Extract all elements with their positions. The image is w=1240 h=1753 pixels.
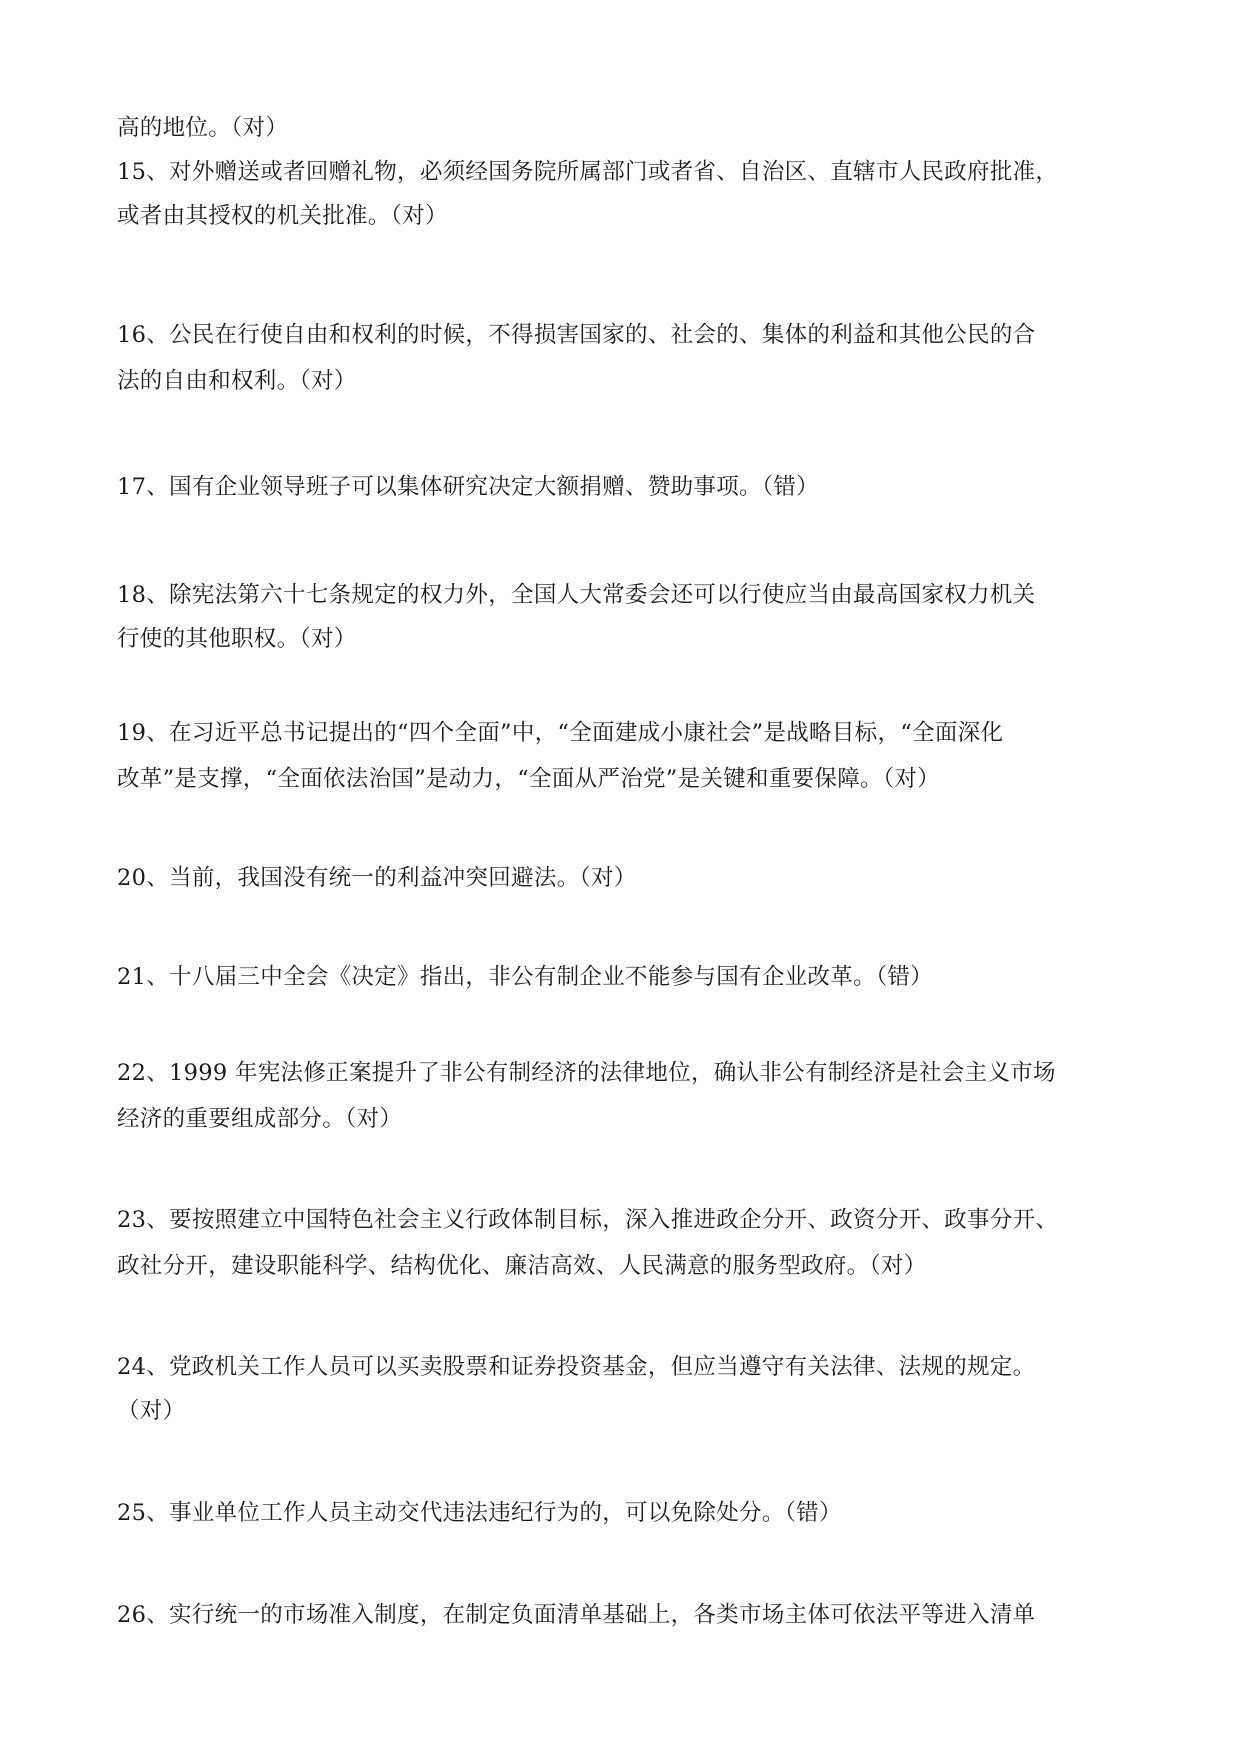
item-25-line-1: 25、事业单位工作人员主动交代违法违纪行为的，可以免除处分。（错） (117, 1500, 842, 1526)
item-17-line-1: 17、国有企业领导班子可以集体研究决定大额捐赠、赞助事项。（错） (117, 474, 819, 500)
item-23-line-2: 政社分开，建设职能科学、结构优化、廉洁高效、人民满意的服务型政府。（对） (117, 1253, 927, 1279)
item-16-line-2: 法的自由和权利。（对） (117, 368, 357, 394)
item-19-line-1: 19、在习近平总书记提出的“四个全面”中，“全面建成小康社会”是战略目标，“全面深化 (117, 720, 1004, 746)
item-22-line-2: 经济的重要组成部分。（对） (117, 1106, 403, 1132)
item-18-line-1: 18、除宪法第六十七条规定的权力外，全国人大常委会还可以行使应当由最高国家权力机关 (117, 582, 1036, 608)
item-23-line-1: 23、要按照建立中国特色社会主义行政体制目标，深入推进政企分开、政资分开、政事分开、 (117, 1207, 1059, 1233)
item-16-line-1: 16、公民在行使自由和权利的时候，不得损害国家的、社会的、集体的利益和其他公民的合 (117, 322, 1036, 348)
item-26-line-1: 26、实行统一的市场准入制度，在制定负面清单基础上，各类市场主体可依法平等进入清单 (117, 1602, 1036, 1628)
text-line: 高的地位。（对） (117, 115, 289, 141)
item-19-line-2: 改革”是支撑，“全面依法治国”是动力，“全面从严治党”是关键和重要保障。（对） (117, 766, 940, 792)
item-18-line-2: 行使的其他职权。（对） (117, 626, 357, 652)
item-24-line-1: 24、党政机关工作人员可以买卖股票和证券投资基金，但应当遵守有关法律、法规的规定。 (117, 1354, 1036, 1380)
item-20-line-1: 20、当前，我国没有统一的利益冲突回避法。（对） (117, 865, 637, 891)
item-21-line-1: 21、十八届三中全会《决定》指出，非公有制企业不能参与国有企业改革。（错） (117, 964, 933, 990)
item-15-line-1: 15、对外赠送或者回赠礼物，必须经国务院所属部门或者省、自治区、直辖市人民政府批准， (117, 159, 1059, 185)
item-24-line-2: （对） (117, 1398, 186, 1424)
item-22-line-1: 22、1999 年宪法修正案提升了非公有制经济的法律地位，确认非公有制经济是社会主义市场 (117, 1060, 1056, 1086)
item-15-line-2: 或者由其授权的机关批准。（对） (117, 203, 448, 229)
